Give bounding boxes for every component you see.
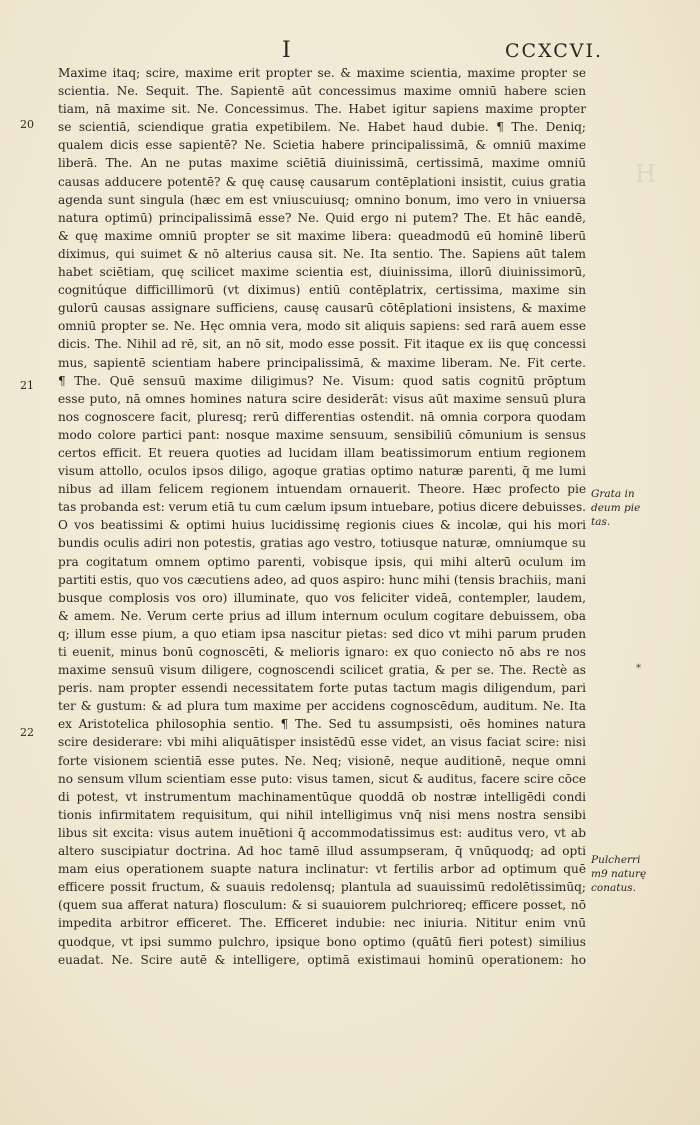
text-line: quodque, vt ipsi summo pulchro, ipsique bono optimo (quātū fieri potest) similius (58, 934, 586, 949)
text-line: forte visionem scientiā esse putes. Ne. Neq; visionē, neque auditionē, neque omni (58, 753, 586, 768)
text-line: ti euenit, minus bonū cognoscēti, & melioris ignaro: ex quo coniecto nō abs re nos (58, 645, 586, 659)
text-line: efficere possit fructum, & suauis redolensq; plantula ad suauissimū redolētissimūq; (58, 880, 586, 895)
margin-note-line: Pulcherri (591, 854, 641, 866)
margin-note-pulcherri (591, 853, 681, 895)
margin-note-grata (591, 487, 681, 529)
text-line: nos cognoscere facit, pluresq; rerū differentias ostendit. nā omnia corpora quodam (58, 409, 586, 424)
text-line: euadat. Ne. Scire autē & intelligere, optimā existimaui hominū operationem: ho (58, 952, 586, 967)
text-line: tas probanda est: verum etiā tu cum cælum ipsum intuebare, potius dicere debuisses. (58, 500, 586, 515)
text-line: no sensum vllum scientiam esse puto: visus tamen, sicut & auditus, facere scire cōce (58, 771, 586, 786)
text-line: tiam, nā maxime sit. Ne. Concessimus. The. Habet igitur sapiens maxime propter (58, 102, 586, 117)
text-line: visum attollo, oculos ipsos diligo, agoque gratias optimo naturæ parenti, q̄ me lumi (58, 464, 586, 479)
text-line: mus, sapientē scientiam habere principalissimā, & maxime liberam. Ne. Fit certe. (58, 355, 586, 370)
text-line: peris. nam propter essendi necessitatem forte putas tactum magis diligendum, pari (58, 681, 586, 696)
text-line: omniū propter se. Ne. Hęc omnia vera, modo sit aliquis sapiens: sed rarā auem esse (58, 319, 586, 334)
margin-note-line: tas. (591, 516, 611, 528)
text-line: O vos beatissimi & optimi huius lucidissimę regionis ciues & incolæ, qui his mori (58, 518, 586, 533)
margin-line-number: 22 (20, 726, 34, 739)
margin-note-line: conatus. (591, 882, 636, 894)
signature-mark: I (282, 38, 292, 63)
text-line: libus sit excita: visus autem inuētioni q̄ accommodatissimus est: auditus vero, vt ab (58, 825, 586, 840)
text-line: & amem. Ne. Verum certe prius ad illum internum oculum cogitare debuissem, oba (58, 608, 586, 623)
text-line: causas adducere potentē? & quę causę causarum contēplationi insistit, cuius gratia (58, 174, 586, 189)
text-line: ex Aristotelica philosophia sentio. ¶ The. Sed tu assumpsisti, oēs homines natura (58, 717, 586, 732)
text-line: habet sciētiam, quę scilicet maxime scientia est, diuinissima, illorū diuinissimorū, (58, 265, 586, 280)
text-line: (quem sua afferat natura) flosculum: & si suauiorem pulchrioreq; efficere posset, nō (58, 898, 586, 913)
text-line: scientia. Ne. Sequit. The. Sapientē aūt concessimus maxime omniū habere scien (58, 84, 586, 99)
text-line: maxime sensuū visum diligere, cognoscendi scilicet gratia, & per se. The. Rectè as (58, 663, 586, 678)
text-line: ¶ The. Quē sensuū maxime diligimus? Ne. Visum: quod satis cognitū prōptum (58, 373, 586, 388)
margin-line-number: 21 (20, 379, 34, 392)
text-line: nibus ad illam felicem regionem intuendam ornauerit. Theore. Hæc profecto pie (58, 482, 586, 497)
text-line: diximus, qui suimet & nō alterius causa sit. Ne. Ita sentio. The. Sapiens aūt talem (58, 246, 586, 261)
text-line: partiti estis, quo vos cæcutiens adeo, ad quos aspiro: hunc mihi (tensis brachiis, mani (58, 572, 586, 587)
text-line: ter & gustum: & ad plura tum maxime per accidens cognoscēdum, auditum. Ne. Ita (58, 699, 586, 714)
text-line: pra cogitatum omnem optimo parenti, vobisque ipsis, qui mihi alterū oculum im (58, 554, 586, 569)
text-line: busque complosis vos oro) illuminate, quo vos feliciter videā, contempler, laudem, (58, 590, 586, 605)
text-line: di potest, vt instrumentum machinamentūque quoddā ob nostræ intelligēdi condi (58, 789, 586, 804)
text-line: gulorū causas assignare sufficiens, causę causarū cōtēplationi insistens, & maxime (58, 301, 586, 316)
text-line: natura optimū) principalissimā esse? Ne. Quid ergo ni putem? The. Et hāc eandē, (58, 210, 586, 225)
margin-line-number: 20 (20, 118, 34, 131)
text-line: dicis. The. Nihil ad rē, sit, an nō sit, modo esse possit. Fit itaque ex iis quę concessi (58, 337, 586, 352)
text-line: impedita arbitror efficeret. The. Efficeret indubie: nec iniuria. Nititur enim vnū (58, 916, 586, 931)
text-line: modo colore partici pant: nosque maxime sensuum, sensibiliū cōmunium is sensus (58, 427, 586, 442)
text-line: se scientiā, sciendique gratia expetibilem. Ne. Habet haud dubie. ¶ The. Deniq; (58, 120, 586, 135)
main-text-column (58, 64, 586, 969)
margin-asterisk: * (636, 663, 641, 674)
text-line: altero suscipiatur doctrina. Ad hoc tamē illud assumpseram, q̄ vnūquodq; ad opti (58, 844, 586, 859)
text-line: agenda sunt singula (hæc em est vniuscuiusq; omnino bonum, imo vero in vniuersa (58, 192, 586, 207)
text-line: & quę maxime omniū propter se sit maxime libera: queadmodū eū hominē liberū (58, 228, 586, 243)
text-line: certos efficit. Et reuera quoties ad lucidam illam beatissimorum entium regionem (58, 445, 586, 460)
margin-note-line: deum pie (591, 502, 641, 514)
text-line: tionis infirmitatem requisitum, qui nihil intelligimus vnq̄ nisi mens nostra sensibi (58, 807, 586, 822)
text-line: esse puto, nā omnes homines natura scire desiderāt: visus aūt maxime sensuū plura (58, 391, 586, 406)
text-line: scire desiderare: vbi mihi aliquātisper insistēdū esse videt, an visus faciat scire: nisi (58, 735, 586, 750)
text-line: q; illum esse pium, a quo etiam ipsa nascitur pietas: sed dico vt mihi parum pruden (58, 626, 586, 641)
text-line: mam eius operationem suapte natura inclinatur: vt fertilis arbor ad optimum quē (58, 862, 586, 877)
folio-number: CCXCVI. (505, 40, 604, 62)
text-line: cognitúque difficillimorū (vt diximus) entiū contēplatrix, certissima, maxime sin (58, 283, 586, 298)
text-line: Maxime itaq; scire, maxime erit propter se. & maxime scientia, maxime propter se (58, 66, 586, 80)
text-line: qualem dicis esse sapientē? Ne. Scietia habere principalissimā, & omniū maxime (58, 138, 586, 153)
text-line: liberā. The. An ne putas maxime sciētiā diuinissimā, certissimā, maxime omniū (58, 156, 586, 171)
margin-note-line: Grata in (591, 488, 635, 500)
show-through-text: H (635, 160, 656, 188)
text-line: bundis oculis adiri non potestis, gratias ago vestro, totiusque naturæ, omniumque su (58, 536, 586, 551)
margin-note-line: m9 naturę (591, 868, 647, 880)
